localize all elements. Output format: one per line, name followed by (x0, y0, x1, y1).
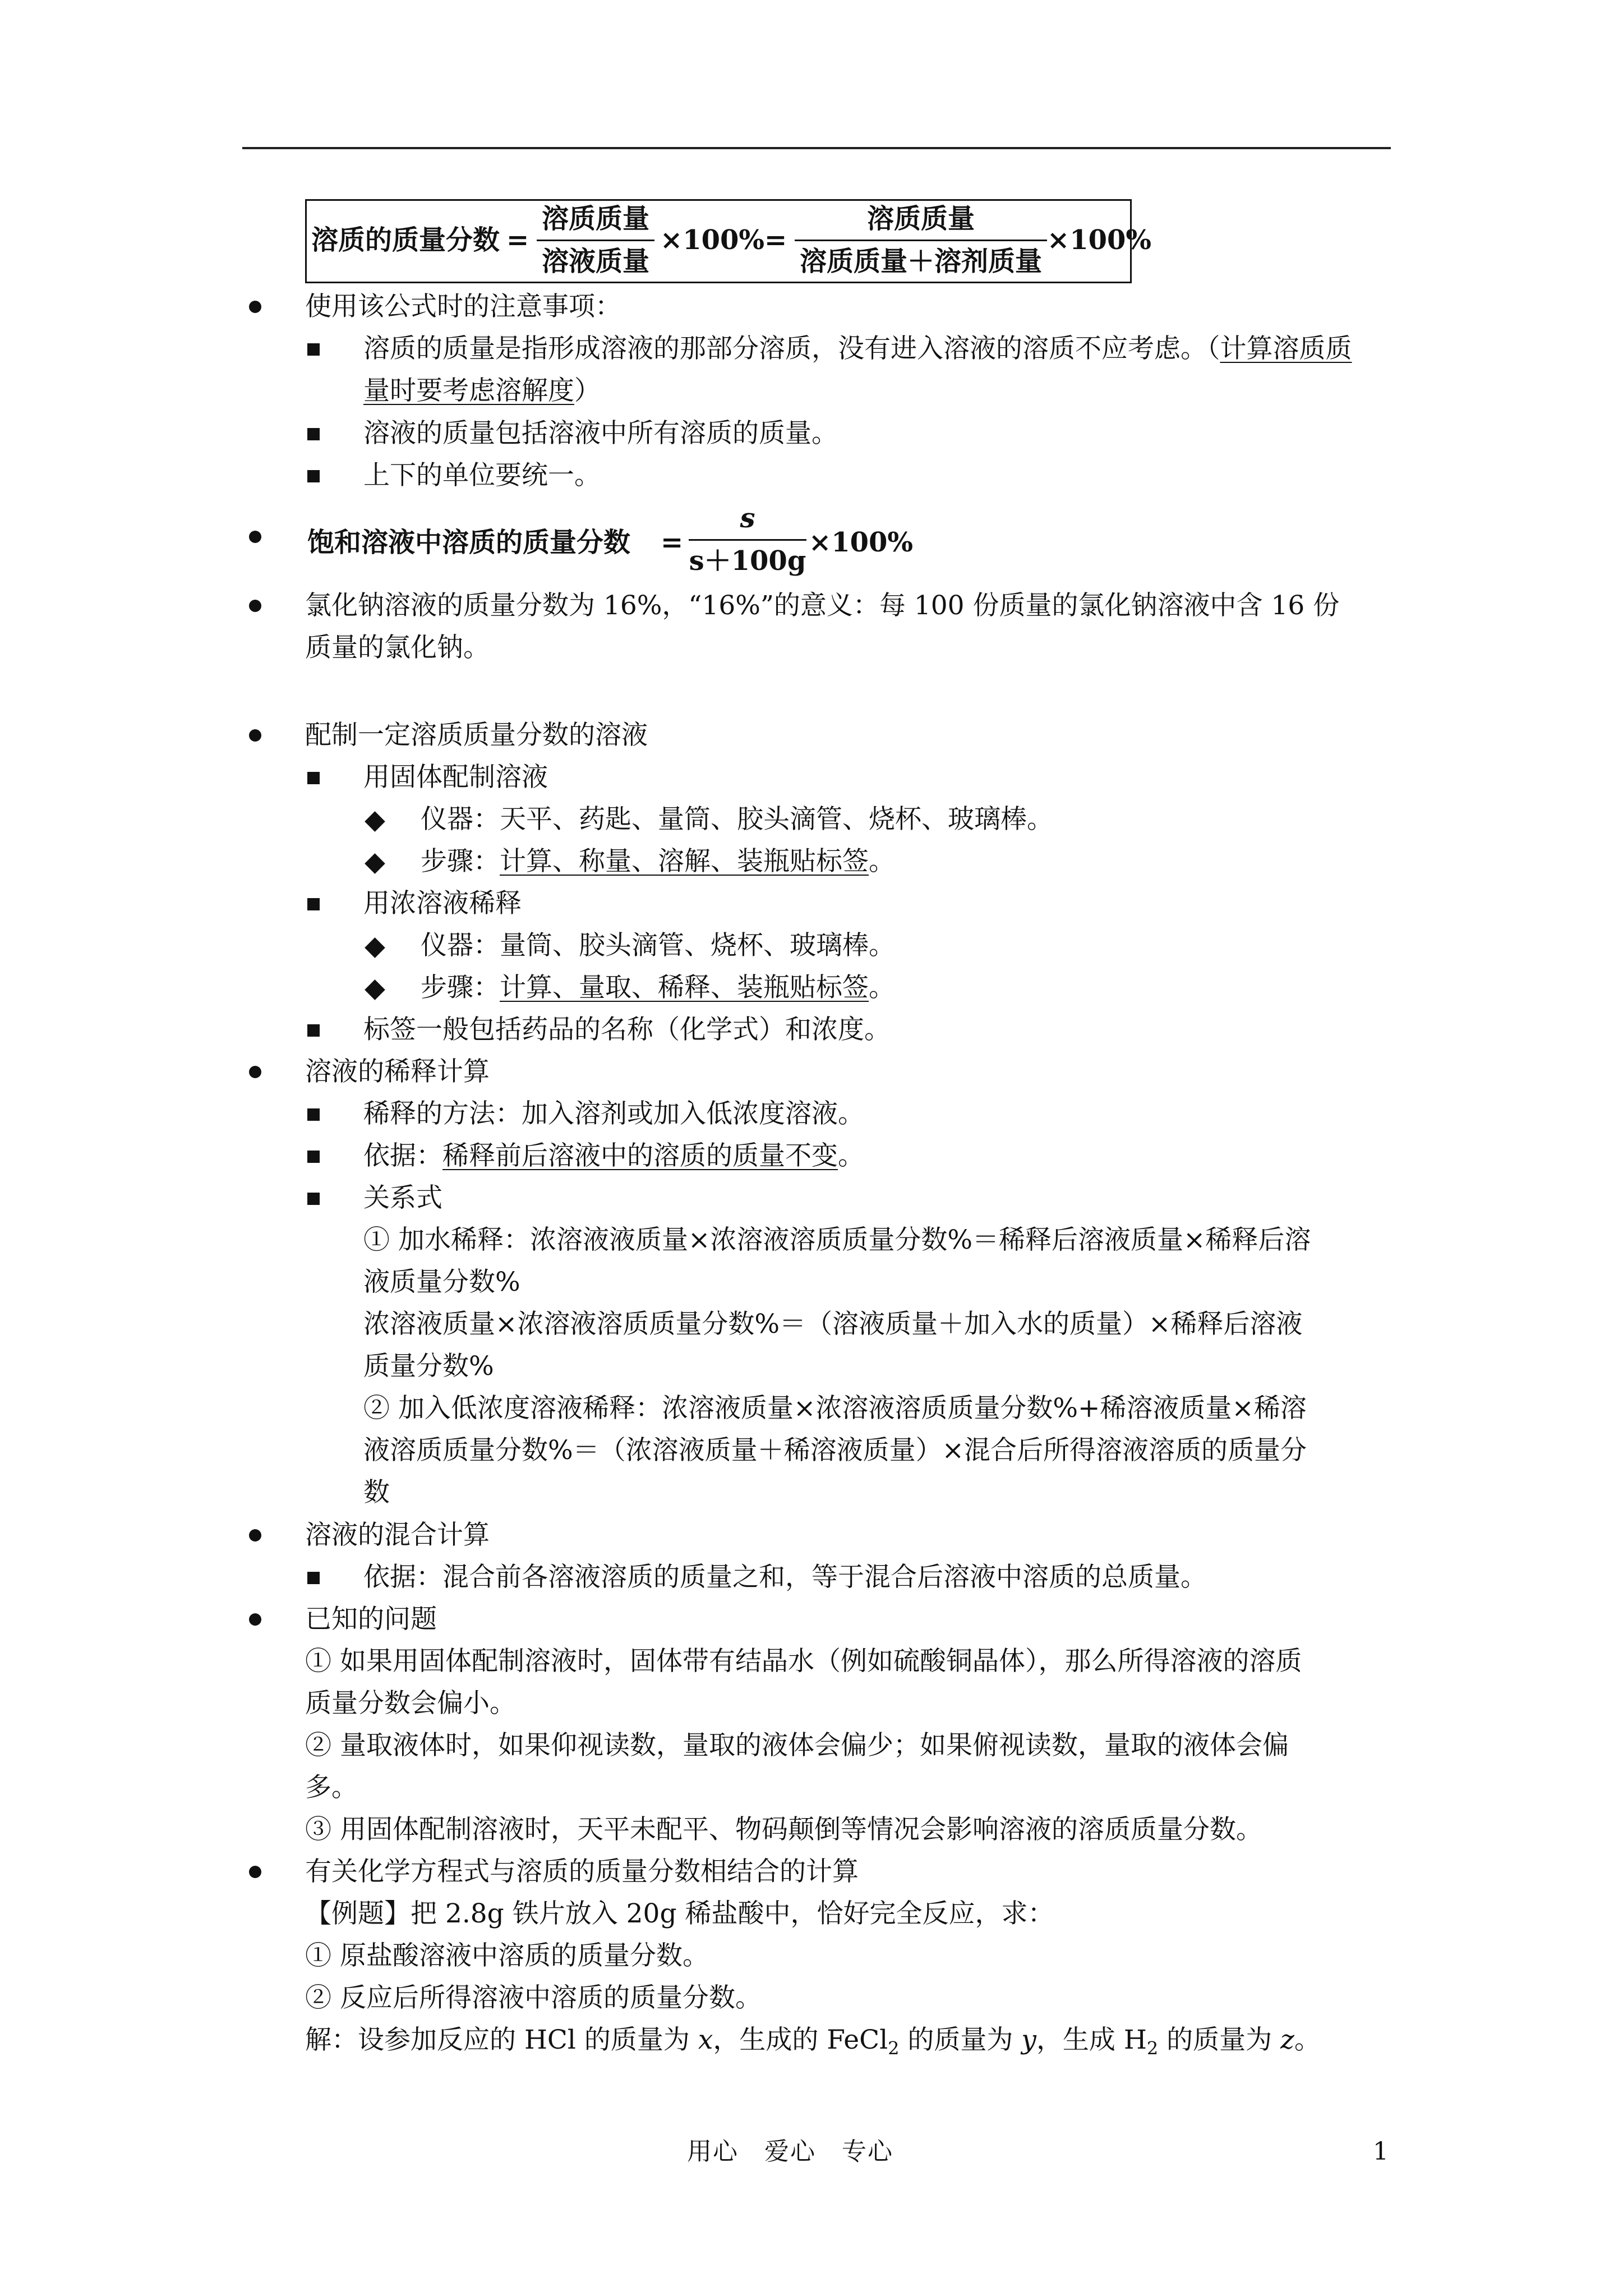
prep-title: 配制一定溶质质量分数的溶液 (305, 720, 648, 751)
dilution-basis: 依据：稀释前后溶液中的溶质的质量不变。 (363, 1140, 864, 1171)
bullet-square (307, 1151, 320, 1163)
nacl-line-2: 质量的氯化钠。 (305, 632, 490, 663)
nacl-line-1: 氯化钠溶液的质量分数为 16%，“16%”的意义：每 100 份质量的氯化钠溶液中含 16 份 (305, 590, 1340, 621)
prep-label-note: 标签一般包括药品的名称（化学式）和浓度。 (363, 1014, 891, 1045)
formula-times-100-2: ×100% (1047, 224, 1152, 256)
known-1-line-1: ① 如果用固体配制溶液时，固体带有结晶水（例如硫酸铜晶体），那么所得溶液的溶质 (305, 1646, 1302, 1677)
formula-equals: = (506, 224, 529, 256)
notes-title: 使用该公式时的注意事项： (305, 291, 621, 322)
known-3: ③ 用固体配制溶液时，天平未配平、物码颠倒等情况会影响溶液的溶质质量分数。 (305, 1814, 1262, 1845)
formula-equals-2: = (764, 224, 787, 256)
dilution-relation-2-line-1: ② 加入低浓度溶液稀释：浓溶液质量×浓溶液溶质质量分数%+稀溶液质量×稀溶 (363, 1393, 1307, 1424)
example-question-1: ① 原盐酸溶液中溶质的质量分数。 (305, 1940, 709, 1971)
example-title: 有关化学方程式与溶质的质量分数相结合的计算 (305, 1856, 859, 1887)
bullet-dot (249, 301, 261, 313)
dilution-relation-1-line-4: 质量分数% (363, 1351, 494, 1382)
note-underline-2: 量时要考虑溶解度 (363, 375, 574, 406)
bullet-square (307, 1024, 320, 1037)
page-number: 1 (1373, 2137, 1389, 2166)
dilution-relation-1-line-1: ① 加水稀释：浓溶液液质量×浓溶液溶质质量分数%＝稀释后溶液质量×稀释后溶 (363, 1225, 1311, 1255)
var-z: z (1280, 2024, 1294, 2055)
saturated-fraction (689, 502, 806, 581)
bullet-square (307, 772, 320, 784)
fraction-2-numerator: 溶质质量 (866, 203, 975, 234)
diamond-bullet: ◆ (365, 972, 385, 1004)
formula-fraction-2 (795, 203, 1047, 281)
known-2-line-1: ② 量取液体时，如果仰视读数，量取的液体会偏少；如果俯视读数，量取的液体会偏 (305, 1730, 1289, 1761)
fraction-1-numerator: 溶质质量 (541, 203, 649, 234)
bullet-dot (249, 1529, 261, 1542)
saturated-formula (307, 502, 924, 581)
example-problem: 【例题】把 2.8g 铁片放入 20g 稀盐酸中，恰好完全反应，求： (305, 1898, 1054, 1929)
var-x: x (698, 2024, 713, 2055)
saturated-formula-lhs: 饱和溶液中溶质的质量分数 (307, 527, 631, 558)
bullet-dot (249, 600, 261, 612)
formula-times-100-1: ×100% (660, 224, 765, 256)
prep-dilute-instruments: 仪器：量筒、胶头滴管、烧杯、玻璃棒。 (421, 930, 895, 961)
fraction-1-bar (537, 240, 654, 241)
prep-solid-title: 用固体配制溶液 (363, 762, 548, 793)
diamond-bullet: ◆ (365, 804, 385, 835)
saturated-formula-times: ×100% (809, 527, 914, 558)
bullet-square (307, 343, 320, 356)
note-item-3: 上下的单位要统一。 (363, 460, 601, 491)
prep-solid-steps: 步骤：计算、称量、溶解、装瓶贴标签。 (421, 846, 895, 877)
dilution-relation-2-line-2: 液溶质质量分数%＝（浓溶液质量＋稀溶液质量）×混合后所得溶液溶质的质量分 (363, 1435, 1307, 1466)
prep-solid-instruments: 仪器：天平、药匙、量筒、胶头滴管、烧杯、玻璃棒。 (421, 804, 1053, 835)
bullet-square (307, 1193, 320, 1205)
var-y: y (1021, 2024, 1036, 2055)
bullet-dot (249, 729, 261, 742)
example-question-2: ② 反应后所得溶液中溶质的质量分数。 (305, 1982, 762, 2013)
dilution-relation-title: 关系式 (363, 1182, 442, 1213)
dilution-title: 溶液的稀释计算 (305, 1056, 490, 1087)
bullet-square (307, 470, 320, 482)
bullet-dot (249, 1066, 261, 1078)
known-1-line-2: 质量分数会偏小。 (305, 1688, 516, 1719)
note-item-1: 溶质的质量是指形成溶液的那部分溶质，没有进入溶液的溶质不应考虑。（计算溶质质 (363, 333, 1352, 364)
mass-fraction-formula-box (305, 199, 1152, 283)
bullet-dot (249, 1613, 261, 1626)
fraction-2-denominator: 溶质质量＋溶剂质量 (799, 246, 1042, 277)
bullet-dot (249, 1866, 261, 1878)
prep-dilute-steps: 步骤：计算、量取、稀释、装瓶贴标签。 (421, 972, 895, 1003)
dilution-relation-2-line-3: 数 (363, 1477, 390, 1508)
bullet-square (307, 898, 320, 910)
dilution-basis-underlined: 稀释前后溶液中的溶质的质量不变 (442, 1140, 838, 1171)
bullet-square (307, 1572, 320, 1584)
footer-text: 用心 爱心 专心 (687, 2137, 893, 2166)
note-item-1-cont: 量时要考虑溶解度） (363, 375, 601, 406)
dilution-method: 稀释的方法：加入溶剂或加入低浓度溶液。 (363, 1098, 864, 1129)
bullet-square (307, 428, 320, 440)
dilution-relation-1-line-3: 浓溶液质量×浓溶液溶质质量分数%＝（溶液质量＋加入水的质量）×稀释后溶液 (363, 1309, 1303, 1340)
fraction-2-bar (795, 240, 1047, 241)
dilute-steps-underlined: 计算、量取、稀释、装瓶贴标签 (500, 972, 869, 1003)
subscript-2: 2 (1146, 2037, 1159, 2059)
example-solution: 解：设参加反应的 HCl 的质量为 x，生成的 FeCl$_2$ 的质量为 y，生成 $H_2$ 的质量为 z。 (305, 2024, 1321, 2059)
prep-dilute-title: 用浓溶液稀释 (363, 888, 522, 919)
saturated-numerator: s (740, 503, 755, 534)
bullet-square (307, 1108, 320, 1121)
diamond-bullet: ◆ (365, 930, 385, 961)
saturated-fraction-bar (689, 539, 806, 541)
subscript-2: 2 (888, 2037, 900, 2059)
known-2-line-2: 多。 (305, 1772, 358, 1803)
known-title: 已知的问题 (305, 1604, 437, 1635)
saturated-formula-equals: = (661, 527, 684, 558)
diamond-bullet: ◆ (365, 846, 385, 877)
formula-lhs: 溶质的质量分数 (311, 224, 500, 256)
mixing-basis: 依据：混合前各溶液溶质的质量之和，等于混合后溶液中溶质的总质量。 (363, 1562, 1207, 1593)
mixing-title: 溶液的混合计算 (305, 1520, 490, 1550)
solid-steps-underlined: 计算、称量、溶解、装瓶贴标签 (500, 846, 869, 877)
header-rule (242, 147, 1391, 149)
dilution-relation-1-line-2: 液质量分数% (363, 1267, 520, 1297)
saturated-denominator: s＋100g (689, 545, 806, 577)
formula-fraction-1 (537, 203, 654, 281)
bullet-dot (249, 531, 261, 543)
fraction-1-denominator: 溶液质量 (541, 246, 649, 277)
note-underline-1: 计算溶质质 (1220, 333, 1352, 364)
note-item-2: 溶液的质量包括溶液中所有溶质的质量。 (363, 418, 838, 449)
